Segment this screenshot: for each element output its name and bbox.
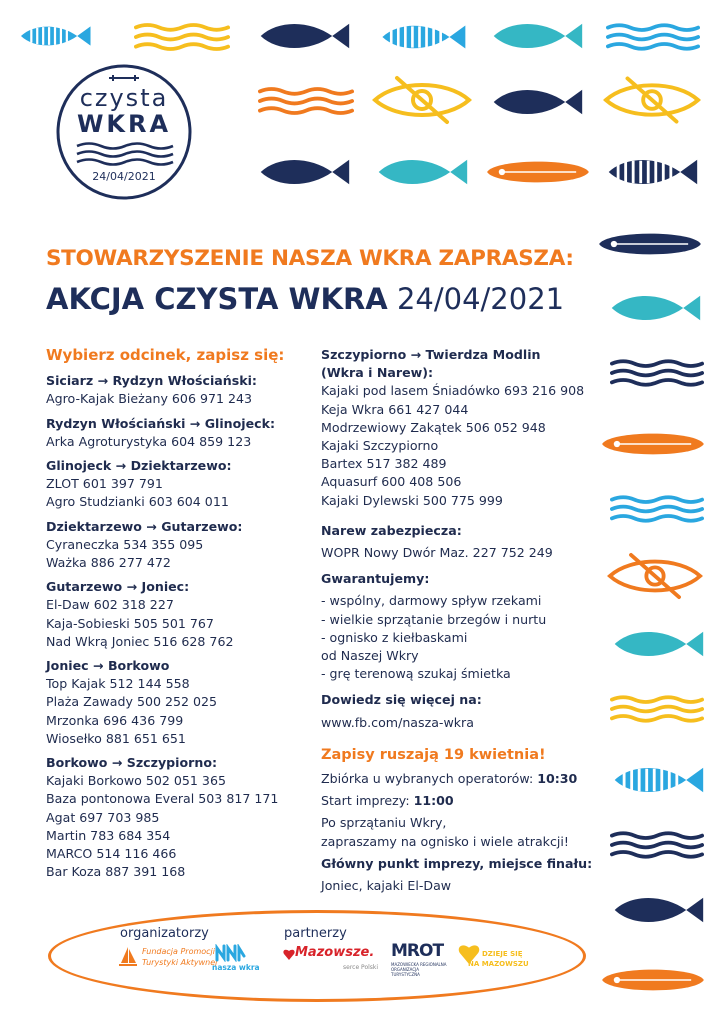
partner2-logo: MROT bbox=[391, 941, 444, 961]
fish-icon bbox=[18, 22, 92, 50]
sailboat-icon bbox=[118, 946, 138, 968]
contact-line: Kajaki Dylewski 500 775 999 bbox=[321, 492, 503, 508]
event-logo bbox=[55, 60, 193, 204]
facebook-link[interactable]: www.fb.com/nasza-wkra bbox=[321, 714, 474, 730]
waves-icon bbox=[134, 22, 230, 52]
contact-line: Baza pontonowa Everal 503 817 171 bbox=[46, 791, 279, 807]
kayak-icon bbox=[603, 72, 701, 128]
after-line: Po sprzątaniu Wkry, bbox=[321, 815, 447, 831]
org2-logo: nasza wkra bbox=[212, 963, 260, 972]
contact-line: Kajaki Borkowo 502 051 365 bbox=[46, 773, 226, 789]
contact-line: Kaja-Sobieski 505 501 767 bbox=[46, 615, 214, 631]
event-title-name: AKCJA CZYSTA WKRA bbox=[46, 282, 388, 316]
section-title: Narew zabezpiecza: bbox=[321, 522, 462, 538]
board-icon bbox=[600, 964, 706, 996]
event-title bbox=[46, 282, 564, 316]
fish-icon bbox=[605, 292, 705, 324]
section-title: Gwarantujemy: bbox=[321, 571, 430, 587]
fish-icon bbox=[608, 628, 708, 660]
contact-line: Nad Wkrą Joniec 516 628 762 bbox=[46, 633, 234, 649]
contact-line: Mrzonka 696 436 799 bbox=[46, 712, 184, 728]
contact-line: Cyraneczka 534 355 095 bbox=[46, 536, 204, 552]
right-column bbox=[321, 346, 596, 895]
gathering-time: 10:30 bbox=[537, 771, 578, 787]
contact-line: Kajaki pod lasem Śniadówko 693 216 908 bbox=[321, 383, 585, 399]
contact-line: Modrzewiowy Zakątek 506 052 948 bbox=[321, 419, 546, 435]
contact-line: WOPR Nowy Dwór Maz. 227 752 249 bbox=[321, 545, 553, 561]
organizer-heading: STOWARZYSZENIE NASZA WKRA ZAPRASZA: bbox=[46, 246, 574, 271]
contact-line: Arka Agroturystyka 604 859 123 bbox=[46, 433, 252, 449]
left-title: Wybierz odcinek, zapisz się: bbox=[46, 346, 285, 364]
section-title: Borkowo → Szczypiorno: bbox=[46, 755, 218, 771]
organizers-label: organizatorzy bbox=[120, 926, 209, 941]
contact-line: MARCO 514 116 466 bbox=[46, 846, 177, 862]
kayak-icon bbox=[372, 72, 472, 128]
org1-logo-line1: Fundacja Promocji bbox=[142, 947, 216, 956]
benefit-line: - ognisko z kiełbaskami bbox=[321, 629, 468, 645]
start-label: Start imprezy: bbox=[321, 793, 410, 809]
section-title: Siciarz → Rydzyn Włościański: bbox=[46, 373, 257, 389]
fish-icon bbox=[255, 156, 353, 188]
gathering-line bbox=[321, 770, 596, 788]
contact-line: El-Daw 602 318 227 bbox=[46, 597, 174, 613]
contact-line: Kajaki Szczypiorno bbox=[321, 438, 439, 454]
section-title: Szczypiorno → Twierdza Modlin bbox=[321, 347, 541, 362]
contact-line: Plaża Zawady 500 252 025 bbox=[46, 694, 218, 710]
benefit-line: - wspólny, darmowy spływ rzekami bbox=[321, 593, 542, 609]
waves-icon bbox=[610, 830, 704, 860]
fish-icon bbox=[608, 894, 708, 926]
contact-line: Agat 697 703 985 bbox=[46, 809, 160, 825]
partner1-subtitle: serce Polski bbox=[343, 964, 379, 971]
contact-line: Agro Studzianki 603 604 011 bbox=[46, 494, 229, 510]
benefit-line: - wielkie sprzątanie brzegów i nurtu bbox=[321, 611, 547, 627]
start-time: 11:00 bbox=[413, 793, 454, 809]
partner1-logo: Mazowsze. bbox=[295, 945, 375, 960]
logo-word-czysta: czysta bbox=[79, 84, 169, 112]
benefit-line: - grę terenową szukaj śmietka bbox=[321, 666, 511, 682]
heart-icon bbox=[283, 949, 295, 960]
registration-title: Zapisy ruszają 19 kwietnia! bbox=[321, 746, 546, 763]
contact-line: Bartex 517 382 489 bbox=[321, 456, 447, 472]
section-title: Rydzyn Włościański → Glinojeck: bbox=[46, 415, 276, 431]
contact-line: Keja Wkra 661 427 044 bbox=[321, 401, 469, 417]
kayak-icon bbox=[607, 548, 703, 604]
event-title-date: 24/04/2021 bbox=[396, 282, 565, 316]
contact-line: Top Kajak 512 144 558 bbox=[46, 676, 190, 692]
contact-line: Wiosełko 881 651 651 bbox=[46, 730, 186, 746]
waves-icon bbox=[258, 86, 354, 116]
board-icon bbox=[597, 228, 703, 260]
section-title: Gutarzewo → Joniec: bbox=[46, 579, 190, 595]
benefit-line: od Naszej Wkry bbox=[321, 648, 419, 664]
org1-logo-line2: Turystyki Aktywnej bbox=[142, 958, 218, 967]
start-line bbox=[321, 792, 596, 810]
section-title: Joniec → Borkowo bbox=[46, 658, 170, 674]
contact-line: ZLOT 601 397 791 bbox=[46, 476, 163, 492]
left-column bbox=[46, 346, 311, 881]
fish-icon bbox=[373, 22, 473, 52]
partner3-logo-line2: NA MAZOWSZU bbox=[468, 960, 529, 968]
fish-icon bbox=[488, 86, 586, 118]
final-place: Joniec, kajaki El-Daw bbox=[321, 878, 452, 894]
gathering-label: Zbiórka u wybranych operatorów: bbox=[321, 771, 534, 787]
contact-line: Bar Koza 887 391 168 bbox=[46, 864, 186, 880]
section-title: Glinojeck → Dziektarzewo: bbox=[46, 458, 232, 474]
partner2-subtitle: MAZOWIECKA REGIONALNA ORGANIZACJA TURYSTYCZNA bbox=[391, 962, 447, 977]
contact-line: Aquasurf 600 408 506 bbox=[321, 474, 462, 490]
board-icon bbox=[485, 156, 591, 188]
fish-icon bbox=[608, 764, 708, 796]
waves-icon bbox=[610, 358, 704, 388]
section-title: Dziektarzewo → Gutarzewo: bbox=[46, 518, 243, 534]
section-subtitle: (Wkra i Narew): bbox=[321, 365, 434, 381]
fish-icon bbox=[255, 20, 353, 52]
section-title: Dowiedz się więcej na: bbox=[321, 692, 482, 708]
fish-icon bbox=[373, 156, 471, 188]
logo-word-wkra: WKRA bbox=[76, 110, 172, 138]
logo-date: 24/04/2021 bbox=[92, 170, 156, 183]
waves-icon bbox=[610, 694, 704, 724]
partner3-logo-line1: DZIEJE SIĘ bbox=[482, 950, 523, 958]
partners-label: partnerzy bbox=[284, 926, 347, 941]
contact-line: Martin 783 684 354 bbox=[46, 827, 171, 843]
after-line: zapraszamy na ognisko i wiele atrakcji! bbox=[321, 833, 569, 849]
final-title: Główny punkt imprezy, miejsce finału: bbox=[321, 855, 593, 871]
waves-icon bbox=[610, 494, 704, 524]
contact-line: Ważka 886 277 472 bbox=[46, 555, 171, 571]
fish-icon bbox=[603, 156, 701, 188]
waves-icon bbox=[606, 22, 700, 52]
nasza-wkra-icon bbox=[214, 944, 246, 962]
board-icon bbox=[600, 428, 706, 460]
contact-line: Agro-Kajak Bieżany 606 971 243 bbox=[46, 391, 253, 407]
fish-icon bbox=[488, 20, 586, 52]
